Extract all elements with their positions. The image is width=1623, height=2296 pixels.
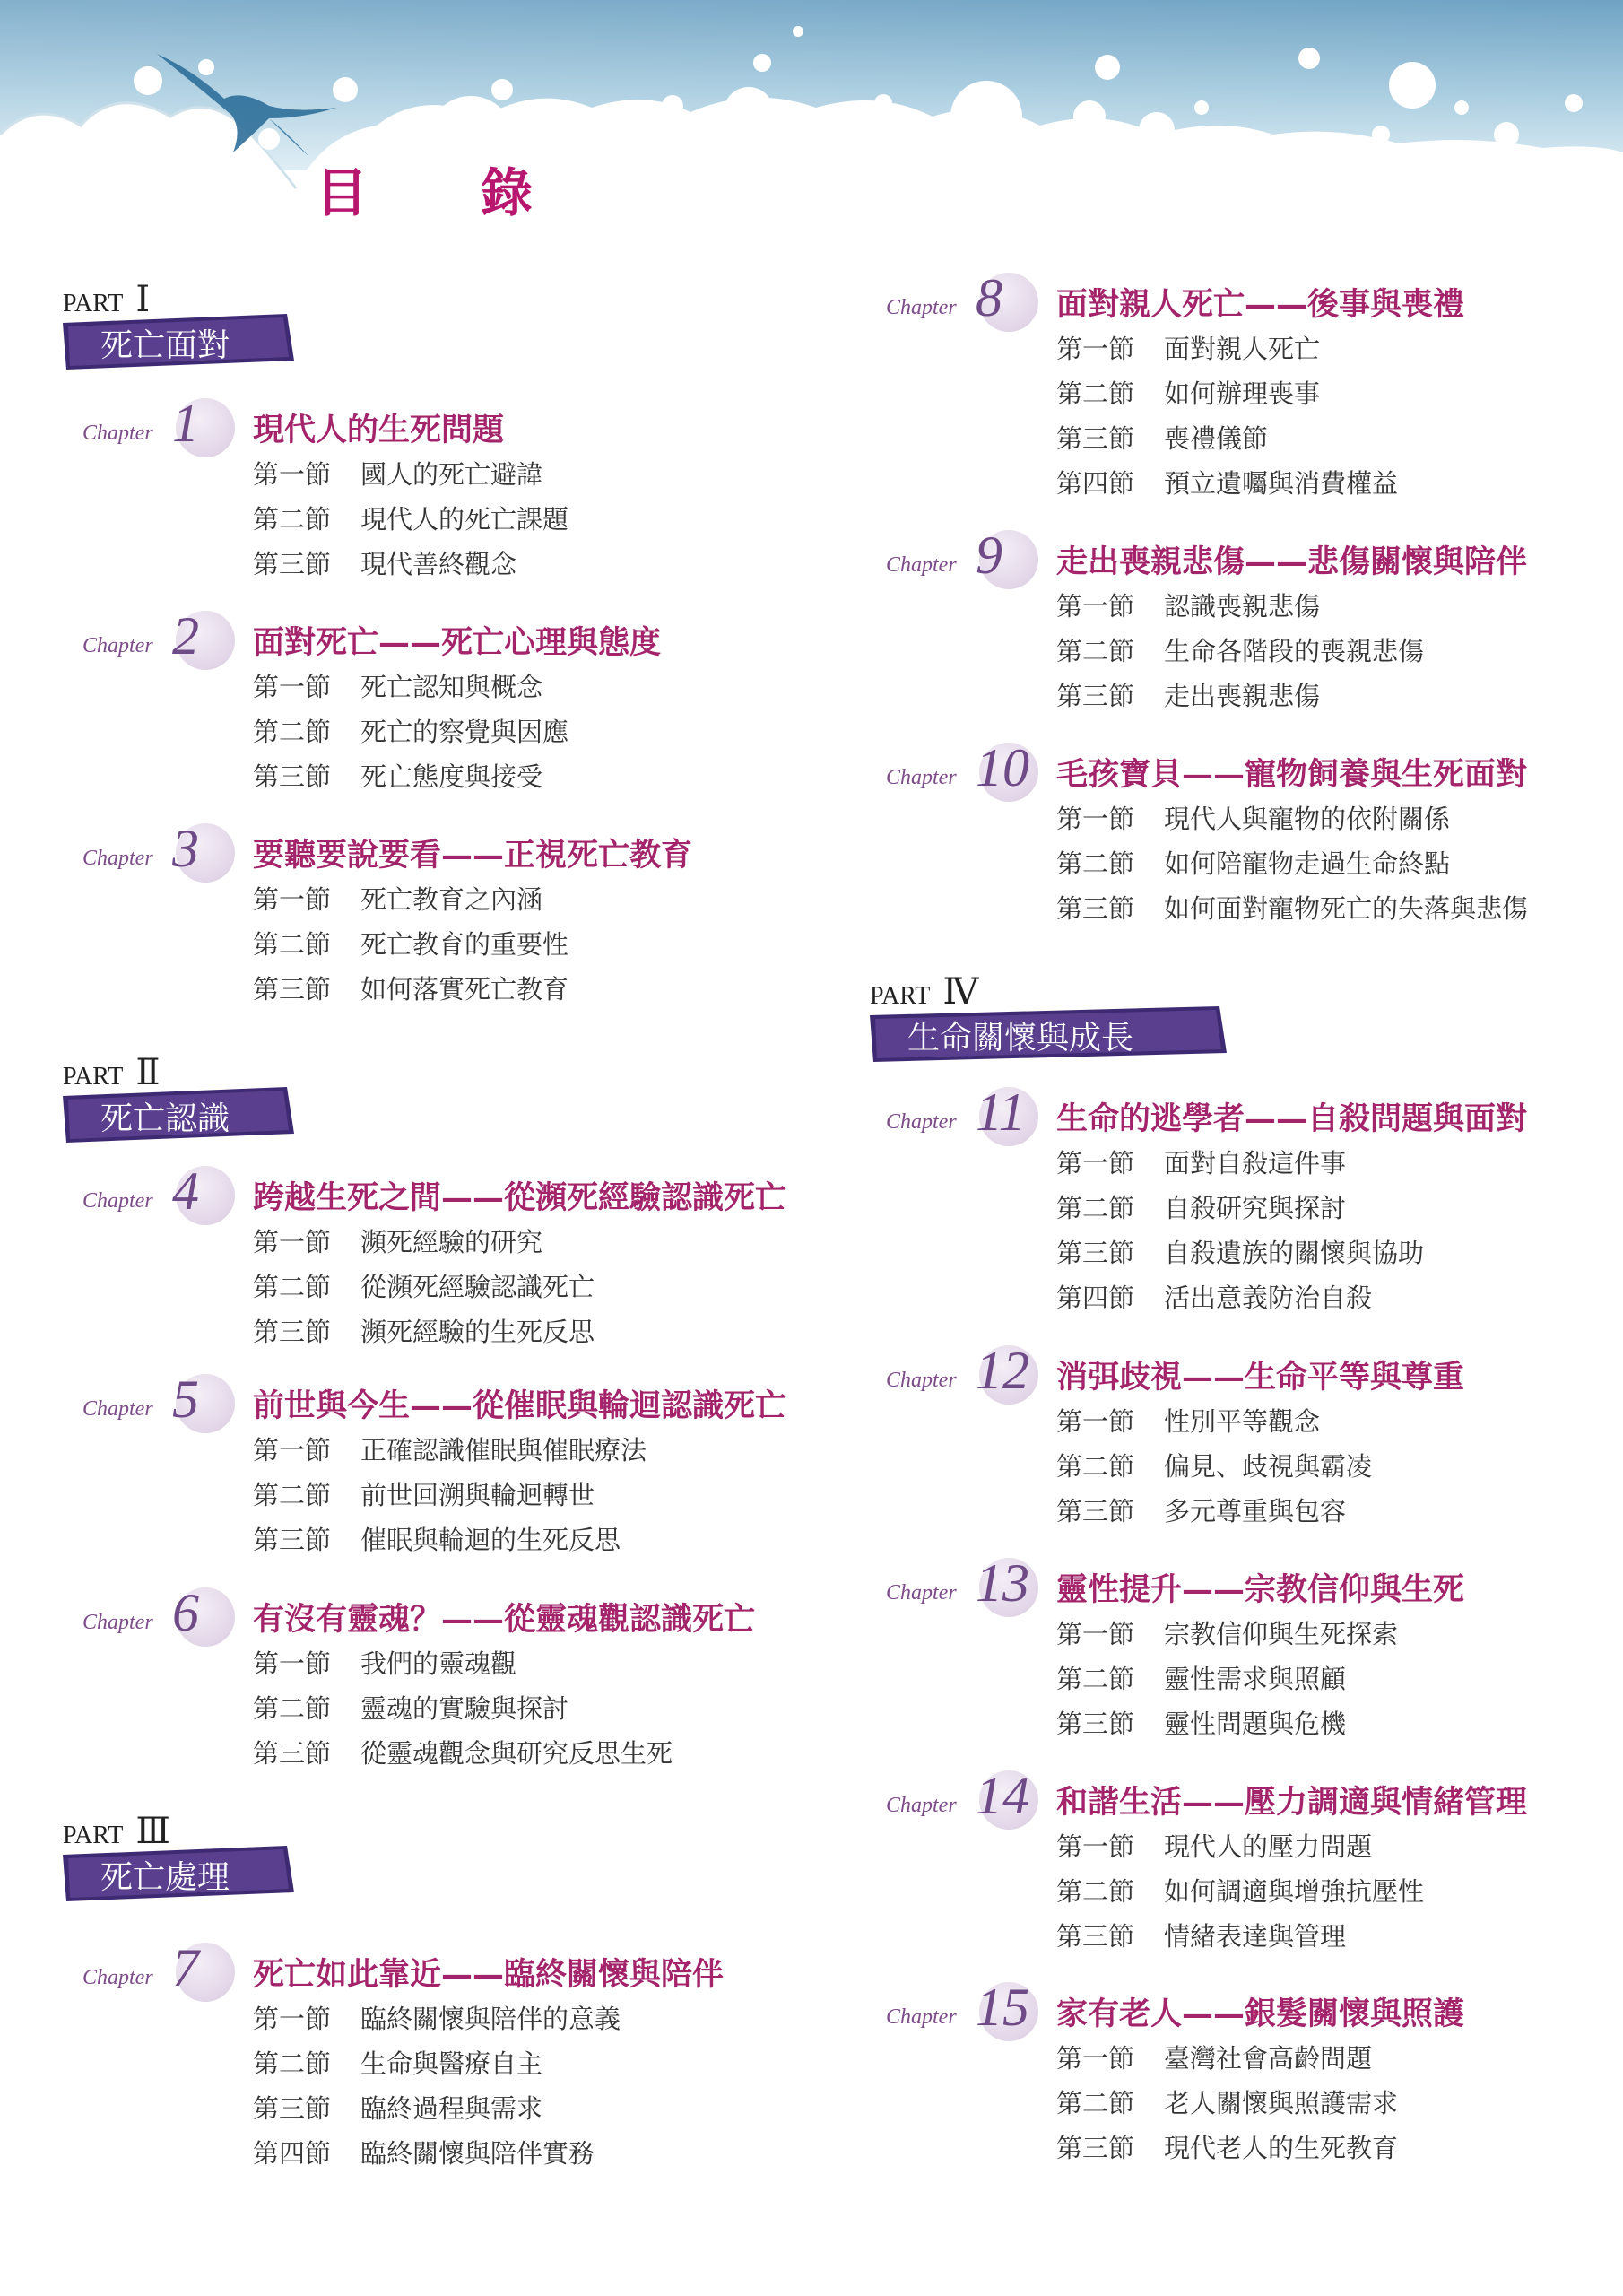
section-list bbox=[1056, 584, 1424, 718]
part-banner bbox=[63, 314, 296, 370]
section-item[interactable]: 第四節 活出意義防治自殺 bbox=[1056, 1283, 1373, 1313]
section-item[interactable]: 第三節 催眠與輪迴的生死反思 bbox=[253, 1525, 621, 1555]
chapter-title[interactable]: 面對死亡——死亡心理與態度 bbox=[253, 624, 662, 661]
page-title: 目 錄 bbox=[316, 162, 564, 223]
chapter-title[interactable]: 和諧生活——壓力調適與情緒管理 bbox=[1056, 1784, 1528, 1821]
chapter-title[interactable]: 毛孩寶貝——寵物飼養與生死面對 bbox=[1056, 756, 1528, 793]
section-item[interactable]: 第三節 如何面對寵物死亡的失落與悲傷 bbox=[1056, 893, 1529, 924]
section-item[interactable]: 第二節 靈性需求與照顧 bbox=[1056, 1664, 1347, 1694]
section-item[interactable]: 第三節 喪禮儀節 bbox=[1056, 423, 1269, 454]
sky-cloud-illustration bbox=[0, 0, 1623, 269]
chapter-word: Chapter bbox=[82, 1611, 153, 1634]
part-label: PART Ⅲ bbox=[63, 1811, 170, 1851]
section-item[interactable]: 第二節 自殺研究與探討 bbox=[1056, 1193, 1347, 1223]
section-item[interactable]: 第一節 現代人與寵物的依附關係 bbox=[1056, 804, 1451, 834]
part-banner bbox=[63, 1087, 296, 1143]
section-item[interactable]: 第二節 老人關懷與照護需求 bbox=[1056, 2088, 1399, 2118]
section-item[interactable]: 第三節 瀕死經驗的生死反思 bbox=[253, 1317, 595, 1347]
chapter-word: Chapter bbox=[82, 847, 153, 870]
part-title: 生命關懷與成長 bbox=[907, 1020, 1134, 1057]
section-item[interactable]: 第一節 正確認識催眠與催眠療法 bbox=[253, 1435, 647, 1465]
section-item[interactable]: 第二節 生命各階段的喪親悲傷 bbox=[1056, 636, 1425, 666]
section-item[interactable]: 第一節 瀕死經驗的研究 bbox=[253, 1227, 543, 1257]
section-item[interactable]: 第一節 宗教信仰與生死探索 bbox=[1056, 1619, 1399, 1649]
section-item[interactable]: 第二節 從瀕死經驗認識死亡 bbox=[253, 1272, 595, 1302]
section-item[interactable]: 第一節 面對親人死亡 bbox=[1056, 334, 1321, 364]
section-list bbox=[1056, 326, 1398, 506]
section-list bbox=[1056, 2036, 1398, 2170]
chapter-number: 5 bbox=[172, 1370, 199, 1429]
section-item[interactable]: 第三節 現代老人的生死教育 bbox=[1056, 2133, 1399, 2163]
section-item[interactable]: 第二節 死亡的察覺與因應 bbox=[253, 717, 569, 747]
section-item[interactable]: 第三節 情緒表達與管理 bbox=[1056, 1921, 1347, 1952]
chapter-word: Chapter bbox=[886, 1110, 957, 1134]
chapter-number: 6 bbox=[172, 1583, 199, 1642]
header-sky-decoration bbox=[0, 0, 1623, 269]
chapter-title[interactable]: 靈性提升——宗教信仰與生死 bbox=[1056, 1571, 1465, 1608]
section-item[interactable]: 第三節 自殺遺族的關懷與協助 bbox=[1056, 1238, 1425, 1268]
chapter-word: Chapter bbox=[886, 1581, 957, 1605]
chapter-number: 9 bbox=[976, 526, 1002, 585]
chapter-number: 12 bbox=[976, 1341, 1029, 1400]
chapter-number: 2 bbox=[172, 606, 199, 665]
part-label: PART Ⅰ bbox=[63, 279, 151, 319]
chapter-word: Chapter bbox=[886, 296, 957, 319]
section-item[interactable]: 第四節 預立遺囑與消費權益 bbox=[1056, 468, 1399, 499]
chapter-title[interactable]: 生命的逃學者——自殺問題與面對 bbox=[1056, 1100, 1528, 1137]
chapter-word: Chapter bbox=[82, 1189, 153, 1213]
section-list bbox=[1056, 1612, 1398, 1746]
section-list bbox=[253, 452, 568, 587]
section-list bbox=[253, 1428, 647, 1562]
chapter-number: 14 bbox=[976, 1766, 1029, 1825]
section-list bbox=[1056, 1824, 1424, 1959]
section-item[interactable]: 第二節 如何辦理喪事 bbox=[1056, 378, 1321, 409]
section-item[interactable]: 第三節 多元尊重與包容 bbox=[1056, 1496, 1347, 1526]
chapter-title[interactable]: 有沒有靈魂？——從靈魂觀認識死亡 bbox=[253, 1601, 756, 1638]
part-label: PART Ⅳ bbox=[870, 971, 979, 1012]
section-item[interactable]: 第二節 現代人的死亡課題 bbox=[253, 504, 569, 535]
section-item[interactable]: 第二節 前世回溯與輪迴轉世 bbox=[253, 1480, 595, 1510]
chapter-title[interactable]: 要聽要說要看——正視死亡教育 bbox=[253, 837, 693, 874]
chapter-title[interactable]: 走出喪親悲傷——悲傷關懷與陪伴 bbox=[1056, 544, 1528, 580]
section-item[interactable]: 第一節 面對自殺這件事 bbox=[1056, 1148, 1347, 1178]
chapter-title[interactable]: 家有老人——銀髮關懷與照護 bbox=[1056, 1996, 1465, 2032]
chapter-title[interactable]: 現代人的生死問題 bbox=[253, 412, 505, 448]
chapter-title[interactable]: 跨越生死之間——從瀕死經驗認識死亡 bbox=[253, 1179, 787, 1216]
chapter-word: Chapter bbox=[886, 1369, 957, 1392]
chapter-word: Chapter bbox=[82, 422, 153, 445]
chapter-number: 15 bbox=[976, 1978, 1029, 2037]
section-item[interactable]: 第一節 現代人的壓力問題 bbox=[1056, 1831, 1373, 1862]
part-banner bbox=[870, 1006, 1228, 1062]
section-list bbox=[253, 877, 568, 1012]
section-item[interactable]: 第三節 現代善終觀念 bbox=[253, 549, 517, 579]
section-list bbox=[1056, 1141, 1424, 1320]
section-list bbox=[253, 665, 568, 799]
chapter-title[interactable]: 死亡如此靠近——臨終關懷與陪伴 bbox=[253, 1956, 725, 1993]
chapter-word: Chapter bbox=[82, 1397, 153, 1421]
chapter-number: 3 bbox=[172, 819, 199, 878]
section-list bbox=[1056, 796, 1528, 931]
part-title: 死亡處理 bbox=[100, 1859, 230, 1896]
section-item[interactable]: 第四節 臨終關懷與陪伴實務 bbox=[253, 2138, 595, 2169]
section-item[interactable]: 第二節 偏見、歧視與霸凌 bbox=[1056, 1451, 1373, 1482]
chapter-title[interactable]: 消弭歧視——生命平等與尊重 bbox=[1056, 1359, 1465, 1396]
section-item[interactable]: 第三節 如何落實死亡教育 bbox=[253, 974, 569, 1004]
section-item[interactable]: 第三節 死亡態度與接受 bbox=[253, 761, 543, 792]
part-title: 死亡面對 bbox=[100, 327, 230, 364]
section-item[interactable]: 第二節 靈魂的實驗與探討 bbox=[253, 1693, 569, 1724]
chapter-word: Chapter bbox=[886, 2005, 957, 2029]
section-item[interactable]: 第三節 走出喪親悲傷 bbox=[1056, 681, 1321, 711]
section-list bbox=[253, 1220, 595, 1354]
chapter-word: Chapter bbox=[886, 553, 957, 577]
part-title: 死亡認識 bbox=[100, 1100, 230, 1137]
chapter-number: 8 bbox=[976, 268, 1002, 327]
section-item[interactable]: 第二節 如何陪寵物走過生命終點 bbox=[1056, 848, 1451, 879]
chapter-word: Chapter bbox=[886, 766, 957, 789]
chapter-word: Chapter bbox=[82, 1966, 153, 1989]
part-banner bbox=[63, 1846, 296, 1901]
section-item[interactable]: 第三節 臨終過程與需求 bbox=[253, 2093, 543, 2124]
part-label: PART Ⅱ bbox=[63, 1052, 161, 1092]
section-item[interactable]: 第一節 認識喪親悲傷 bbox=[1056, 591, 1321, 622]
section-item[interactable]: 第一節 死亡教育之內涵 bbox=[253, 884, 543, 915]
chapter-number: 4 bbox=[172, 1161, 199, 1221]
section-item[interactable]: 第一節 性別平等觀念 bbox=[1056, 1406, 1321, 1437]
chapter-title[interactable]: 面對親人死亡——後事與喪禮 bbox=[1056, 286, 1465, 323]
chapter-word: Chapter bbox=[82, 634, 153, 657]
section-item[interactable]: 第二節 生命與醫療自主 bbox=[253, 2048, 543, 2079]
chapter-title[interactable]: 前世與今生——從催眠與輪迴認識死亡 bbox=[253, 1387, 787, 1424]
section-list bbox=[253, 1996, 621, 2176]
section-item[interactable]: 第一節 死亡認知與概念 bbox=[253, 672, 543, 702]
section-item[interactable]: 第一節 臨終關懷與陪伴的意義 bbox=[253, 2004, 621, 2034]
section-list bbox=[1056, 1399, 1372, 1534]
section-item[interactable]: 第二節 死亡教育的重要性 bbox=[253, 929, 569, 960]
chapter-number: 10 bbox=[976, 738, 1029, 797]
section-item[interactable]: 第三節 靈性問題與危機 bbox=[1056, 1709, 1347, 1739]
section-item[interactable]: 第一節 我們的靈魂觀 bbox=[253, 1648, 517, 1679]
chapter-number: 13 bbox=[976, 1553, 1029, 1613]
section-item[interactable]: 第三節 從靈魂觀念與研究反思生死 bbox=[253, 1738, 673, 1769]
section-list bbox=[253, 1641, 673, 1776]
chapter-number: 11 bbox=[976, 1083, 1026, 1142]
chapter-number: 7 bbox=[172, 1938, 199, 1997]
chapter-number: 1 bbox=[172, 394, 199, 453]
section-item[interactable]: 第一節 臺灣社會高齡問題 bbox=[1056, 2043, 1373, 2074]
chapter-word: Chapter bbox=[886, 1794, 957, 1817]
section-item[interactable]: 第二節 如何調適與增強抗壓性 bbox=[1056, 1876, 1425, 1907]
section-item[interactable]: 第一節 國人的死亡避諱 bbox=[253, 459, 543, 490]
